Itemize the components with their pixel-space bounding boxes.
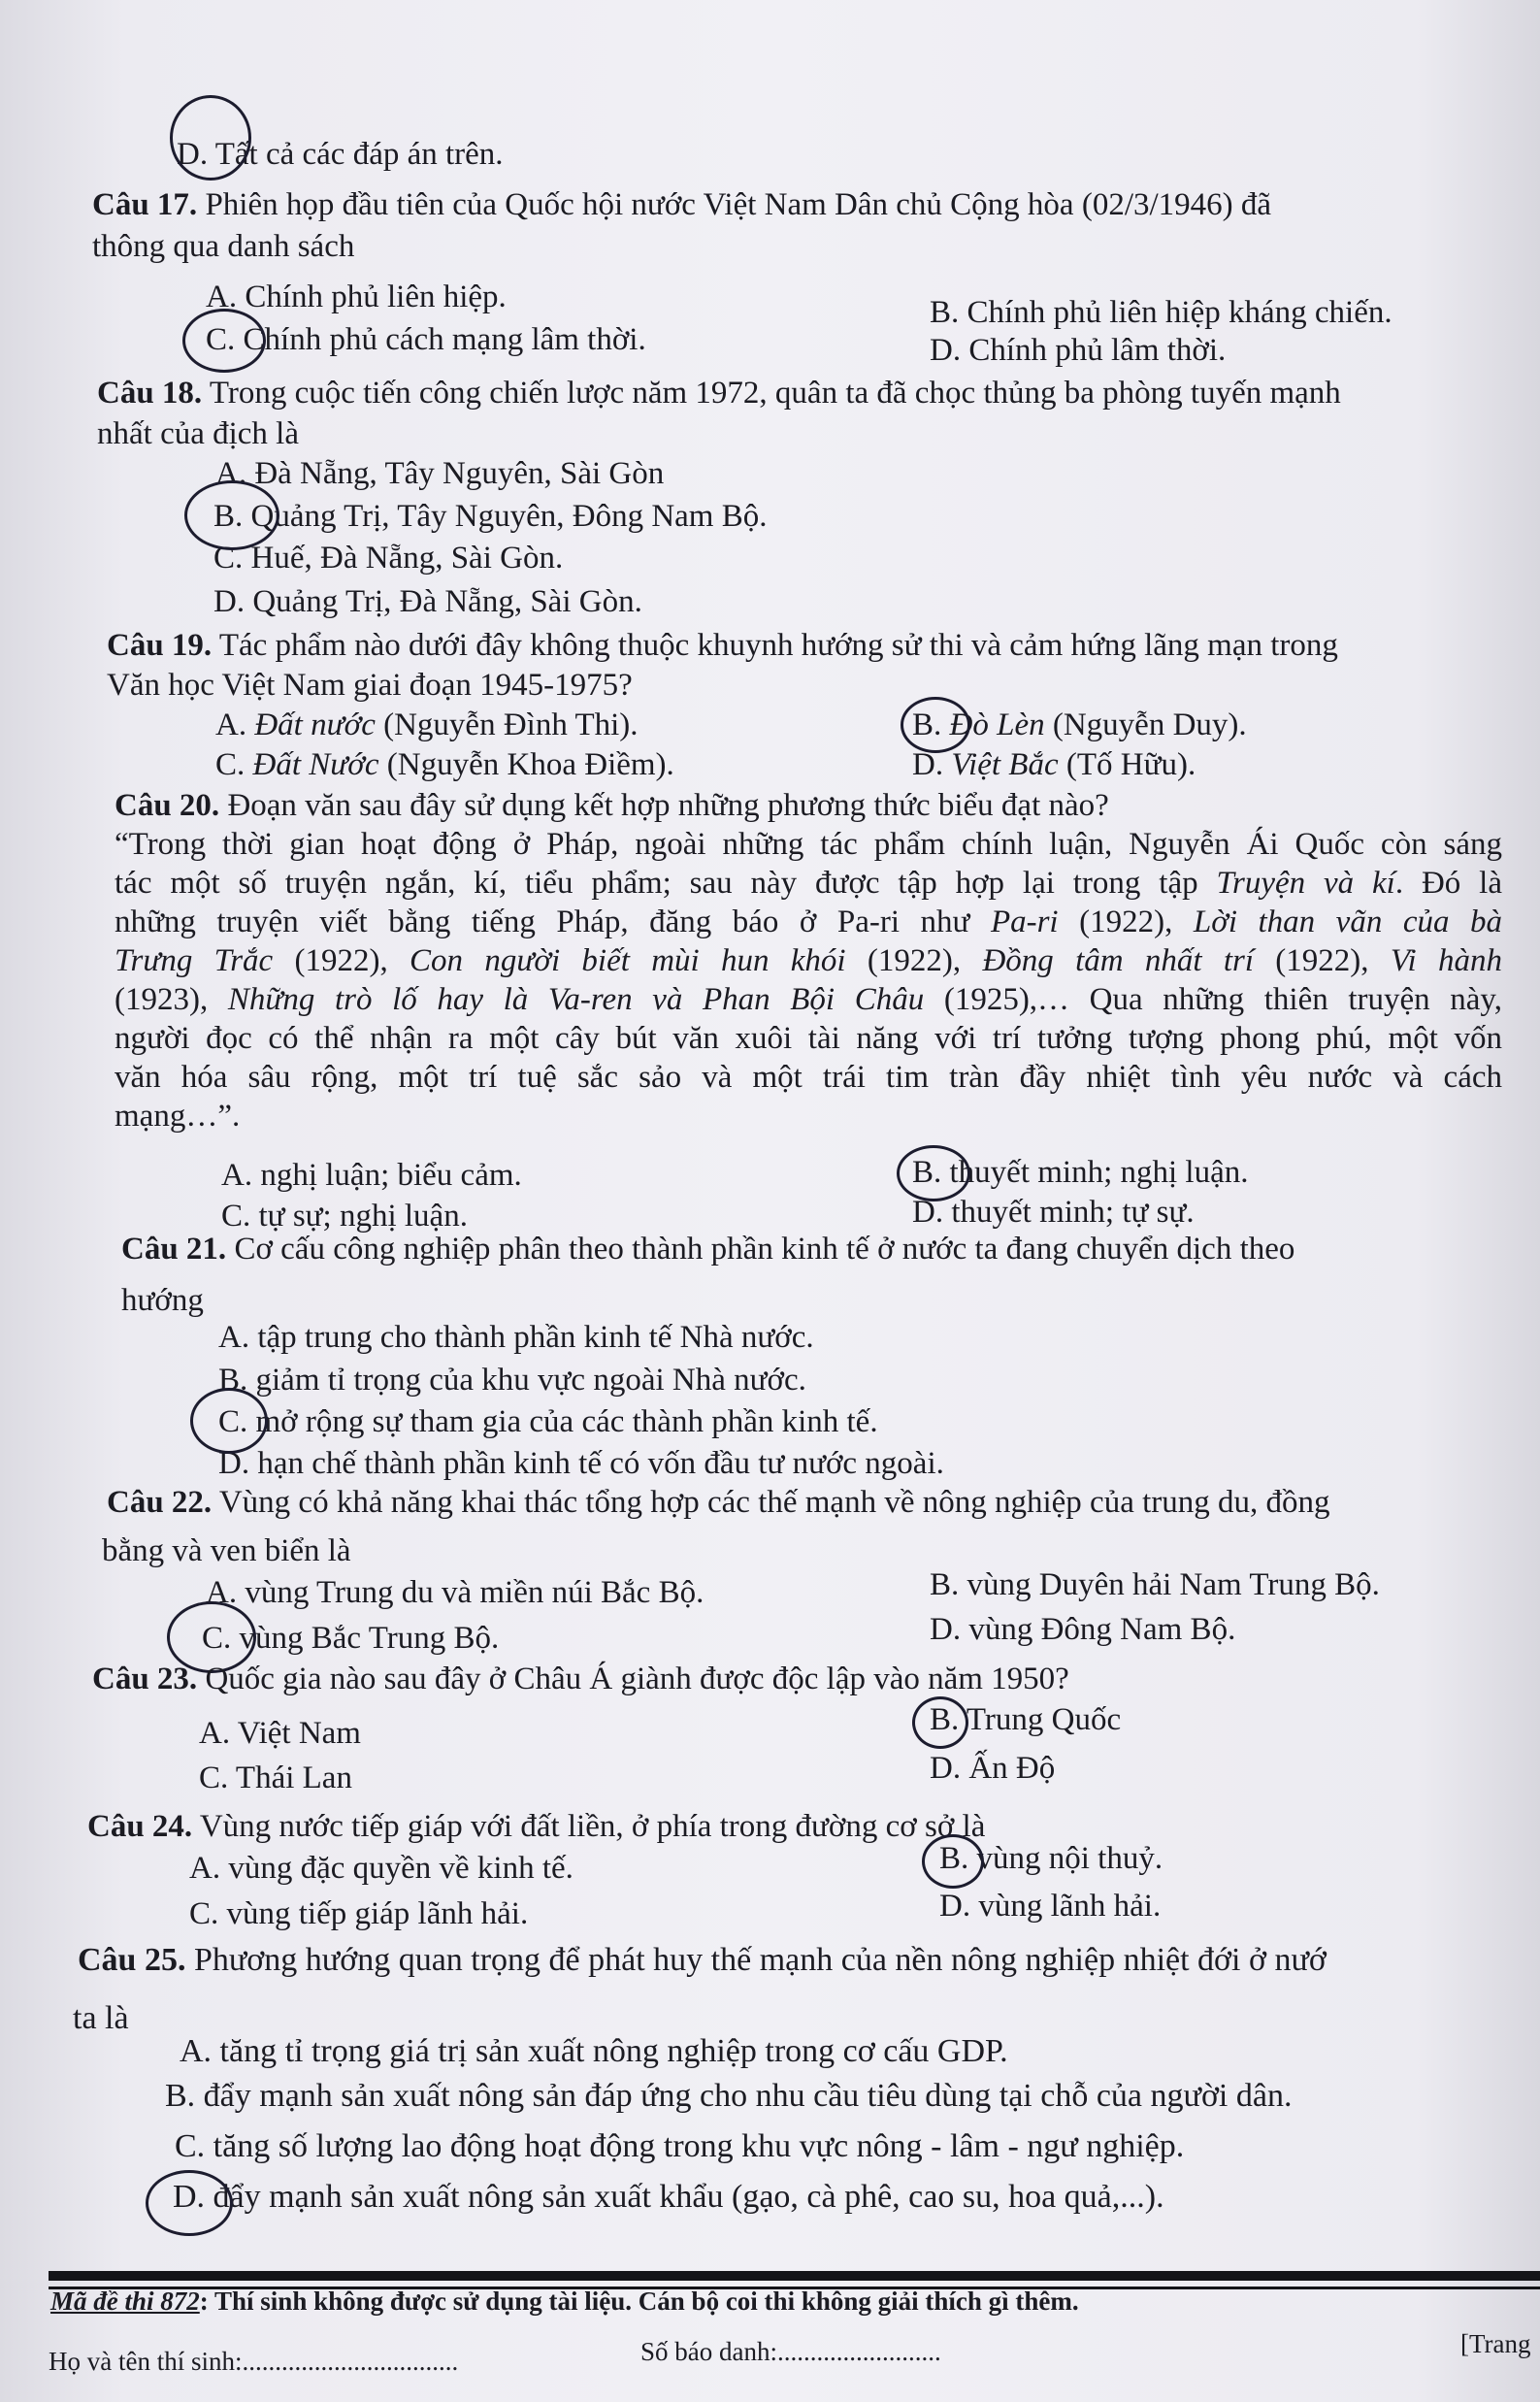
q25-option-d: D. đẩy mạnh sản xuất nông sản xuất khẩu (gạo, cà phê, cao su, hoa quả,...). <box>173 2179 1164 2215</box>
question-22-stem: Câu 22. Vùng có khả năng khai thác tổng hợp các thế mạnh về nông nghiệp của trung du, đồng <box>107 1485 1330 1520</box>
q25-option-b: B. đẩy mạnh sản xuất nông sản đáp ứng cho nhu cầu tiêu dùng tại chỗ của người dân. <box>165 2078 1293 2114</box>
question-21-stem: Câu 21. Cơ cấu công nghiệp phân theo thành phần kinh tế ở nước ta đang chuyển dịch theo <box>121 1232 1295 1267</box>
q19-option-d: D. Việt Bắc (Tố Hữu). <box>912 747 1196 782</box>
candidate-name-field: Họ và tên thí sinh:................................. <box>49 2347 459 2376</box>
q19-option-c: C. Đất Nước (Nguyễn Khoa Điềm). <box>215 747 674 782</box>
exam-code-notice: Mã đề thi 872: Thí sinh không được sử dụng tài liệu. Cán bộ coi thi không giải thích gì thêm. <box>50 2287 1079 2316</box>
q24-option-b: B. vùng nội thuỷ. <box>939 1841 1163 1876</box>
q20-option-d: D. thuyết minh; tự sự. <box>912 1195 1195 1230</box>
question-23-stem: Câu 23. Quốc gia nào sau đây ở Châu Á giành được độc lập vào năm 1950? <box>92 1662 1069 1696</box>
question-22-stem-cont: bằng và ven biển là <box>102 1533 351 1568</box>
q18-option-c: C. Huế, Đà Nẵng, Sài Gòn. <box>213 541 564 576</box>
q17-option-c: C. Chính phủ cách mạng lâm thời. <box>206 322 646 357</box>
question-19-stem-cont: Văn học Việt Nam giai đoạn 1945-1975? <box>107 668 633 703</box>
question-17-stem: Câu 17. Phiên họp đầu tiên của Quốc hội nước Việt Nam Dân chủ Cộng hòa (02/3/1946) đã <box>92 187 1272 222</box>
candidate-number-field: Số báo danh:......................... <box>640 2337 941 2366</box>
answer-circle <box>190 1388 268 1454</box>
q24-option-c: C. vùng tiếp giáp lãnh hải. <box>189 1896 529 1931</box>
q20-option-b: B. thuyết minh; nghị luận. <box>912 1155 1249 1190</box>
q22-option-b: B. vùng Duyên hải Nam Trung Bộ. <box>930 1567 1380 1602</box>
q23-option-c: C. Thái Lan <box>199 1760 352 1795</box>
answer-circle <box>922 1834 984 1889</box>
question-17-stem-cont: thông qua danh sách <box>92 229 355 264</box>
question-24-stem: Câu 24. Vùng nước tiếp giáp với đất liền, ở phía trong đường cơ sở là <box>87 1809 986 1844</box>
q20-passage: “Trong thời gian hoạt động ở Pháp, ngoài những tác phẩm chính luận, Nguyễn Ái Quốc còn sáng tác một số truyện ngắn, kí, tiểu phẩm; sau này được tập hợp lại trong tập Truyện và kí. Đó là những truyện viết bằng tiếng Pháp, đăng báo ở Pa-ri như Pa-ri (1922), Lời than vãn của bà Trưng Trắc (1922), Con người biết mùi hun khói (1922), Đồng tâm nhất trí (1922), Vi hành (1923), Những trò lố hay là Va-ren và Phan Bội Châu (1925),… Qua những thiên truyện này, người đọc có thể nhận ra một cây bút văn xuôi tài năng với trí tưởng tượng phong phú, một vốn văn hóa sâu rộng, một trí tuệ sắc sảo và một trái tim tràn đầy nhiệt tình yêu nước và cách mạng…”. <box>115 827 1503 1134</box>
q17-option-b: B. Chính phủ liên hiệp kháng chiến. <box>930 295 1393 330</box>
q21-option-c: C. mở rộng sự tham gia của các thành phần kinh tế. <box>218 1404 878 1439</box>
q23-option-b: B. Trung Quốc <box>930 1702 1122 1737</box>
q19-option-b: B. Đò Lèn (Nguyễn Duy). <box>912 707 1247 742</box>
q22-option-c: C. vùng Bắc Trung Bộ. <box>202 1621 500 1656</box>
q20-option-a: A. nghị luận; biểu cảm. <box>221 1158 522 1193</box>
answer-circle <box>182 309 266 373</box>
answer-circle <box>897 1145 970 1201</box>
q22-option-d: D. vùng Đông Nam Bộ. <box>930 1612 1236 1647</box>
q24-option-a: A. vùng đặc quyền về kinh tế. <box>189 1851 573 1886</box>
question-21-stem-cont: hướng <box>121 1283 204 1318</box>
q18-option-d: D. Quảng Trị, Đà Nẵng, Sài Gòn. <box>213 584 642 619</box>
q17-option-a: A. Chính phủ liên hiệp. <box>206 280 507 314</box>
page-indicator: [Trang <box>1460 2329 1531 2358</box>
question-19-stem: Câu 19. Tác phẩm nào dưới đây không thuộc khuynh hướng sử thi và cảm hứng lãng mạn trong <box>107 628 1338 663</box>
question-25-stem-cont: ta là <box>73 2000 129 2036</box>
q23-option-a: A. Việt Nam <box>199 1716 361 1751</box>
footer-rule <box>49 2271 1540 2281</box>
q17-option-d: D. Chính phủ lâm thời. <box>930 333 1227 368</box>
q21-option-d: D. hạn chế thành phần kinh tế có vốn đầu tư nước ngoài. <box>218 1446 944 1481</box>
question-20-stem: Câu 20. Đoạn văn sau đây sử dụng kết hợp những phương thức biểu đạt nào? <box>115 788 1109 823</box>
q22-option-a: A. vùng Trung du và miền núi Bắc Bộ. <box>206 1575 704 1610</box>
q21-option-b: B. giảm tỉ trọng của khu vực ngoài Nhà nước. <box>218 1363 806 1398</box>
answer-circle <box>901 697 970 753</box>
answer-circle <box>170 95 251 181</box>
question-18-stem: Câu 18. Trong cuộc tiến công chiến lược năm 1972, quân ta đã chọc thủng ba phòng tuyến mạnh <box>97 376 1341 411</box>
answer-circle <box>146 2170 233 2236</box>
q18-option-a: A. Đà Nẵng, Tây Nguyên, Sài Gòn <box>215 456 665 491</box>
question-25-stem: Câu 25. Phương hướng quan trọng để phát huy thế mạnh của nền nông nghiệp nhiệt đới ở nướ <box>78 1942 1327 1978</box>
answer-circle <box>912 1696 968 1749</box>
q23-option-d: D. Ấn Độ <box>930 1751 1056 1786</box>
question-18-stem-cont: nhất của địch là <box>97 416 299 451</box>
q25-option-a: A. tăng tỉ trọng giá trị sản xuất nông nghiệp trong cơ cấu GDP. <box>180 2033 1008 2069</box>
q18-option-b: B. Quảng Trị, Tây Nguyên, Đông Nam Bộ. <box>213 499 768 534</box>
q24-option-d: D. vùng lãnh hải. <box>939 1889 1162 1924</box>
answer-circle <box>184 480 279 550</box>
q25-option-c: C. tăng số lượng lao động hoạt động trong khu vực nông - lâm - ngư nghiệp. <box>175 2128 1185 2164</box>
q20-option-c: C. tự sự; nghị luận. <box>221 1199 468 1234</box>
q21-option-a: A. tập trung cho thành phần kinh tế Nhà nước. <box>218 1320 814 1355</box>
q19-option-a: A. Đất nước (Nguyễn Đình Thi). <box>215 707 639 742</box>
prev-option-d: D. Tất cả các đáp án trên. <box>177 137 504 172</box>
